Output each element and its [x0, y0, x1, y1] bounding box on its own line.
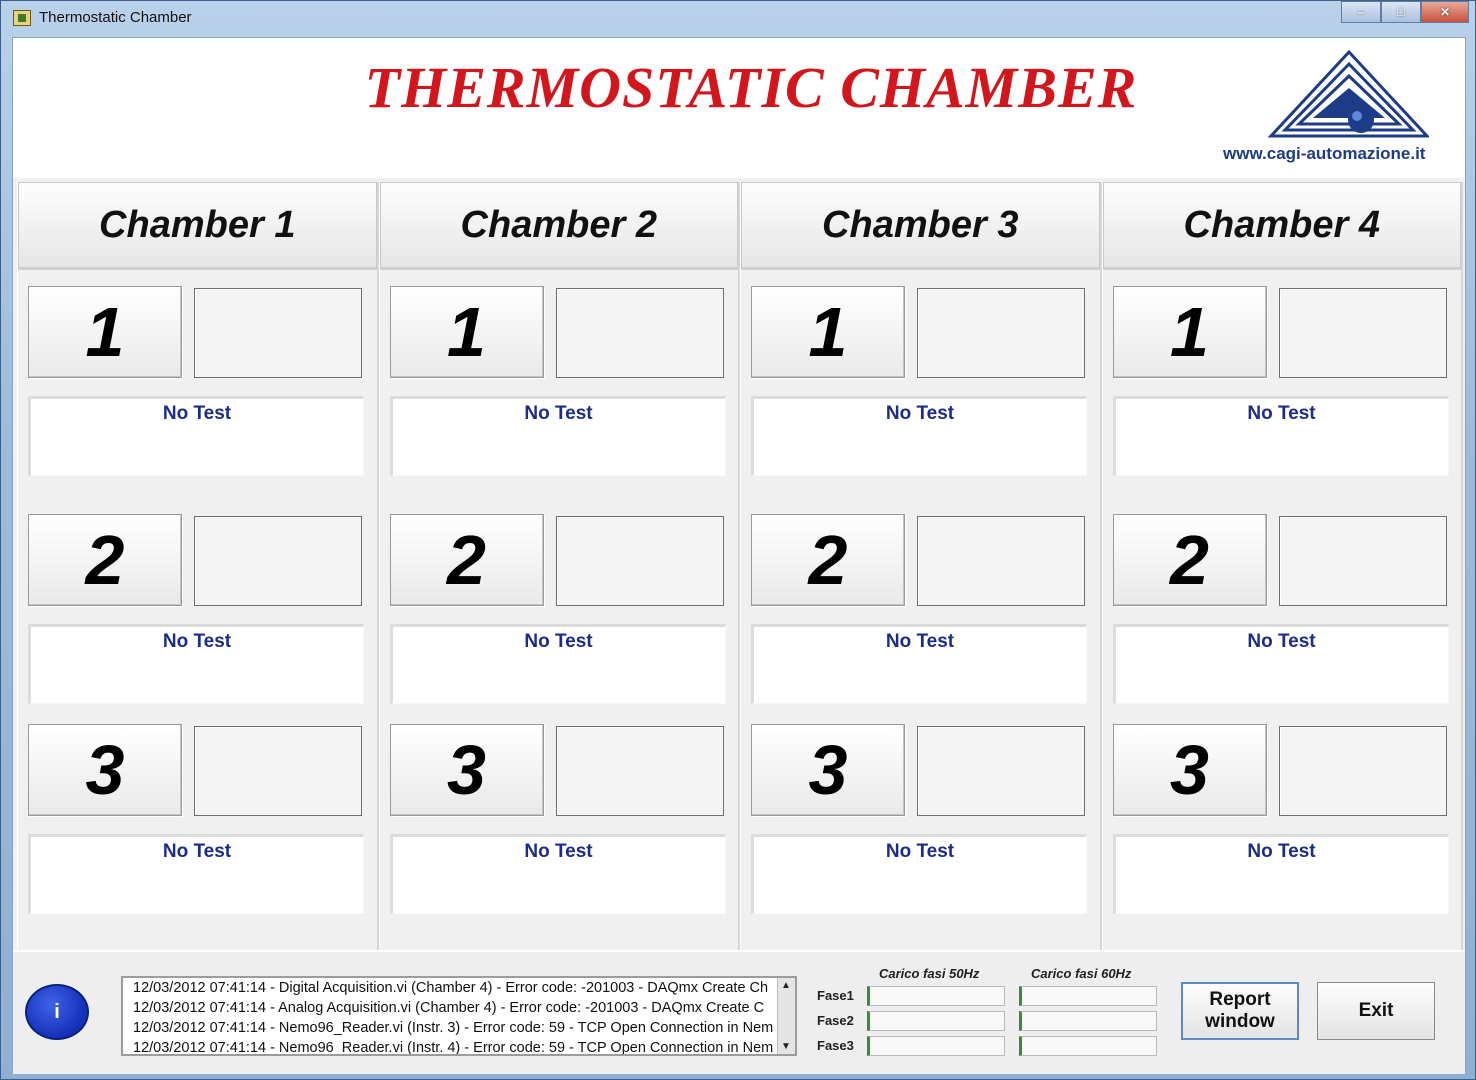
slot-button[interactable]: 3: [28, 724, 182, 816]
header: [13, 38, 1465, 178]
slot-status-text: No Test: [1247, 631, 1316, 652]
phase2-50hz-bar: [867, 1011, 1005, 1031]
slot-status-text: No Test: [885, 631, 955, 652]
slot-button[interactable]: 1: [390, 286, 544, 378]
slot-status-box: [28, 624, 364, 704]
phase-label: Fase3: [817, 1038, 854, 1053]
log-line: 12/03/2012 07:41:14 - Analog Acquisition.vi (Chamber 4) - Error code: -201003 - DAQmx Create C: [133, 1000, 765, 1016]
slot-status-box: [1113, 396, 1449, 476]
slot-indicator: [556, 288, 724, 378]
maximize-button[interactable]: [1381, 1, 1421, 23]
phase1-50hz-bar: [867, 986, 1005, 1006]
slot-status-text: No Test: [162, 841, 232, 862]
report-window-button[interactable]: [1181, 982, 1299, 1040]
chamber-1-panel: [17, 182, 379, 950]
window-title: Thermostatic Chamber: [39, 9, 192, 26]
slot-indicator: [917, 288, 1085, 378]
slot-status-text: No Test: [524, 841, 593, 862]
slot-status-box: [1113, 834, 1449, 914]
slot-status-text: No Test: [1247, 403, 1316, 424]
minimize-button[interactable]: [1341, 1, 1381, 23]
slot-button[interactable]: 1: [28, 286, 182, 378]
company-logo-icon: [1249, 50, 1429, 140]
slot-status-box: [28, 396, 364, 476]
phase3-60hz-bar: [1019, 1036, 1157, 1056]
app-icon: [13, 10, 31, 26]
phase-label: Fase2: [817, 1013, 854, 1028]
client-area: [12, 37, 1466, 1073]
company-url: www.cagi-automazione.it: [1223, 144, 1426, 163]
minimize-icon: –: [1357, 5, 1365, 19]
scroll-up-icon[interactable]: ▲: [781, 980, 791, 991]
chamber-grid: [17, 182, 1463, 950]
footer-bar: [13, 950, 1465, 1074]
slot-button[interactable]: 3: [390, 724, 544, 816]
scroll-down-icon[interactable]: ▼: [781, 1041, 791, 1052]
slot-status-box: [390, 834, 726, 914]
close-icon: ✕: [1439, 5, 1451, 19]
slot-indicator: [556, 516, 724, 606]
slot-status-box: [1113, 624, 1449, 704]
slot-status-box: [751, 396, 1087, 476]
slot-status-text: No Test: [162, 631, 232, 652]
close-button[interactable]: [1421, 1, 1469, 23]
chamber-header: Chamber 2: [380, 182, 739, 270]
phase2-60hz-bar: [1019, 1011, 1157, 1031]
slot-indicator: [194, 288, 362, 378]
slot-status-text: No Test: [162, 403, 232, 424]
report-button-label: window: [1205, 1011, 1275, 1032]
slot-status-text: No Test: [1247, 841, 1316, 862]
slot-status-box: [751, 624, 1087, 704]
window-controls: [1341, 1, 1469, 23]
phase-50hz-header: Carico fasi 50Hz: [879, 966, 980, 981]
slot-indicator: [194, 516, 362, 606]
slot-button[interactable]: 1: [1113, 286, 1267, 378]
slot-status-box: [751, 834, 1087, 914]
chamber-header: Chamber 1: [18, 182, 377, 270]
error-log[interactable]: [121, 976, 797, 1056]
slot-indicator: [917, 726, 1085, 816]
chamber-2-panel: [379, 182, 741, 950]
slot-indicator: [1279, 726, 1447, 816]
phase-60hz-header: Carico fasi 60Hz: [1031, 966, 1132, 981]
slot-button[interactable]: 2: [28, 514, 182, 606]
phase-label: Fase1: [817, 988, 854, 1003]
slot-button[interactable]: 3: [1113, 724, 1267, 816]
slot-indicator: [556, 726, 724, 816]
phase3-50hz-bar: [867, 1036, 1005, 1056]
slot-indicator: [1279, 288, 1447, 378]
log-line: 12/03/2012 07:41:14 - Digital Acquisition.vi (Chamber 4) - Error code: -201003 - DAQmx Create Ch: [133, 980, 769, 996]
slot-status-text: No Test: [885, 841, 955, 862]
slot-indicator: [917, 516, 1085, 606]
slot-button[interactable]: 2: [1113, 514, 1267, 606]
slot-button[interactable]: 3: [751, 724, 905, 816]
info-button[interactable]: i: [25, 984, 89, 1040]
exit-button[interactable]: Exit: [1317, 982, 1435, 1040]
chamber-header: Chamber 4: [1103, 182, 1462, 270]
slot-status-text: No Test: [885, 403, 955, 424]
phase1-60hz-bar: [1019, 986, 1157, 1006]
chamber-4-panel: [1102, 182, 1464, 950]
chamber-3-panel: [740, 182, 1102, 950]
chamber-header: Chamber 3: [741, 182, 1100, 270]
maximize-icon: □: [1397, 5, 1405, 19]
log-line: 12/03/2012 07:41:14 - Nemo96_Reader.vi (Instr. 3) - Error code: 59 - TCP Open Connection in Nem: [133, 1020, 774, 1036]
log-scrollbar[interactable]: [777, 978, 795, 1054]
slot-button[interactable]: 2: [390, 514, 544, 606]
slot-indicator: [194, 726, 362, 816]
slot-button[interactable]: 2: [751, 514, 905, 606]
page-title: THERMOSTATIC CHAMBER: [364, 55, 1138, 120]
title-bar[interactable]: [1, 1, 1475, 35]
slot-status-box: [390, 396, 726, 476]
slot-indicator: [1279, 516, 1447, 606]
report-button-label: Report: [1209, 989, 1271, 1010]
slot-status-text: No Test: [524, 403, 593, 424]
slot-button[interactable]: 1: [751, 286, 905, 378]
slot-status-box: [390, 624, 726, 704]
slot-status-text: No Test: [524, 631, 593, 652]
slot-status-box: [28, 834, 364, 914]
log-line: 12/03/2012 07:41:14 - Nemo96_Reader.vi (Instr. 4) - Error code: 59 - TCP Open Connection in Nem: [133, 1040, 774, 1056]
